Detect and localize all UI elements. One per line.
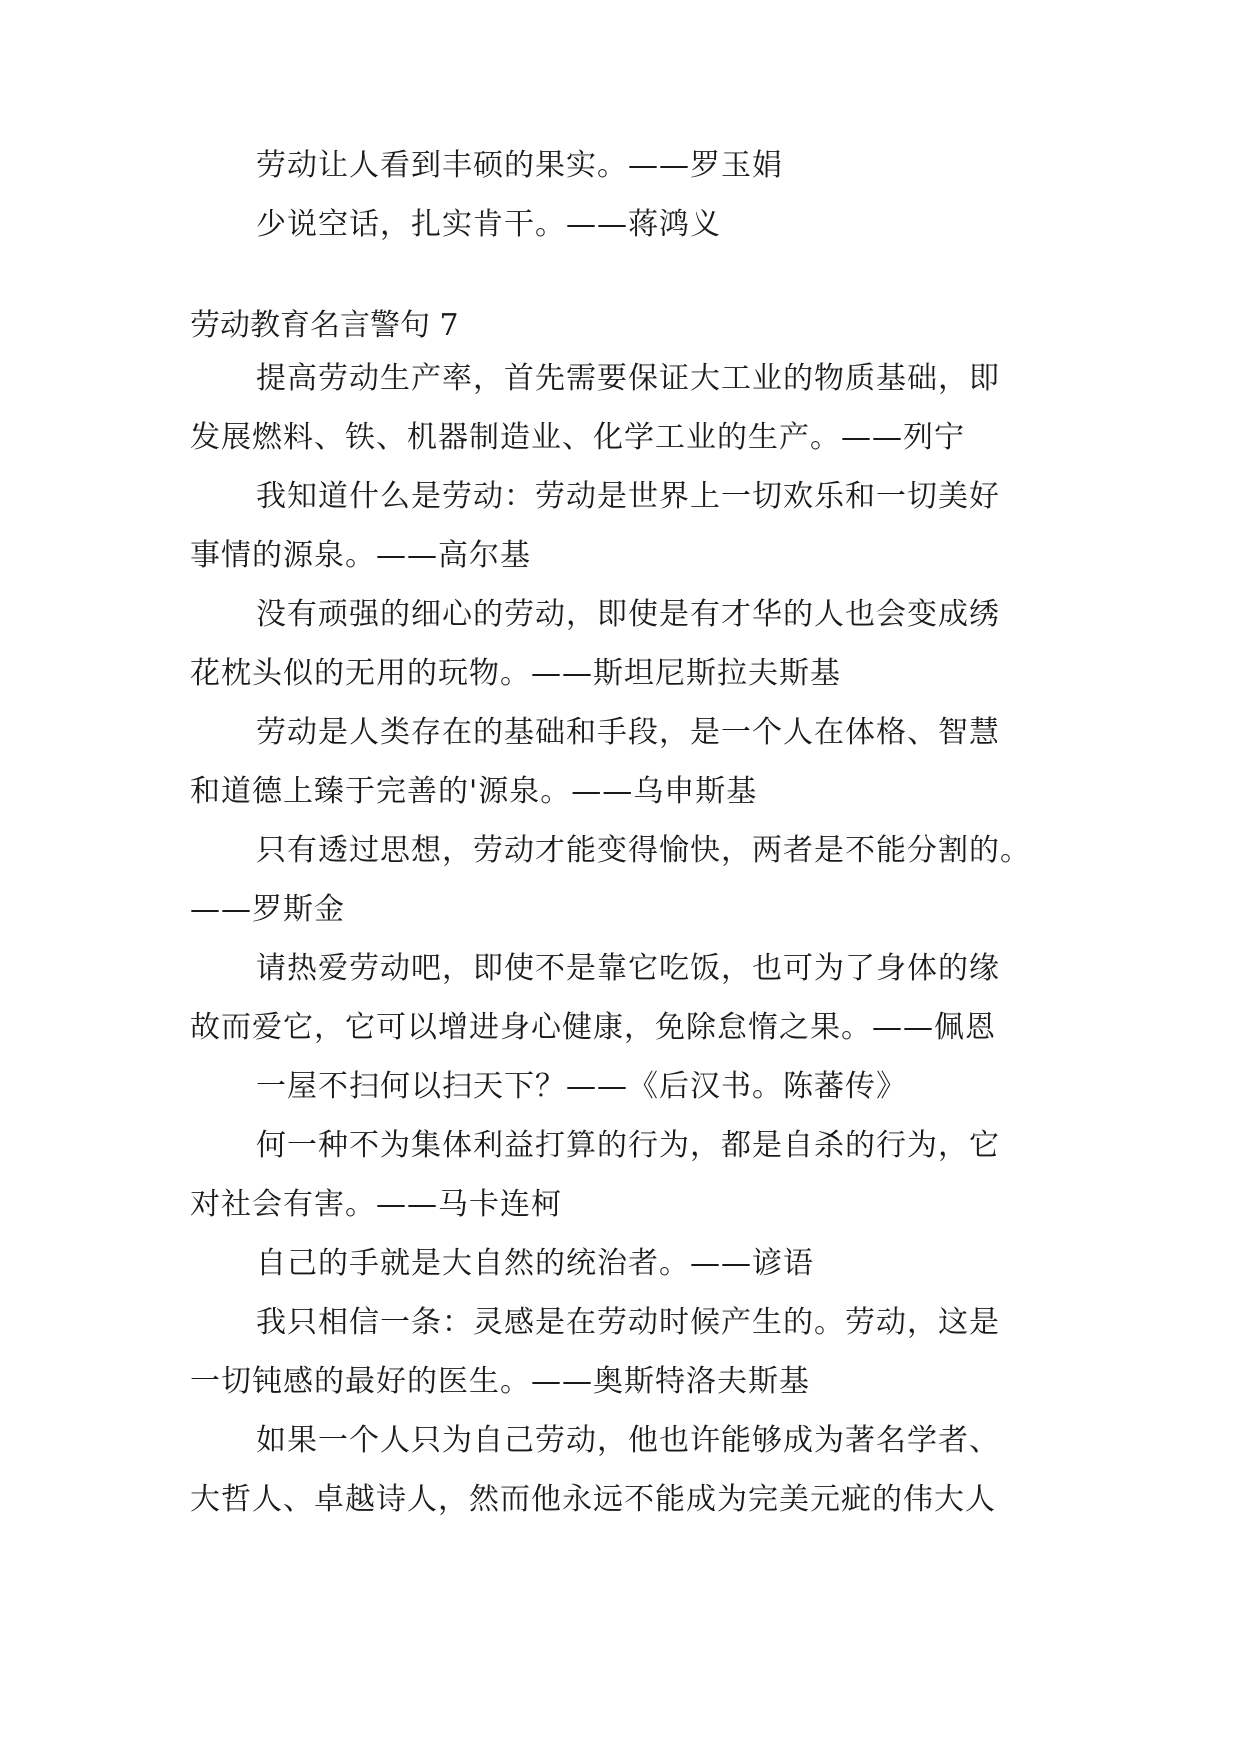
quote-line: 提高劳动生产率，首先需要保证大工业的物质基础，即 bbox=[256, 361, 1000, 396]
quote-line: 一屋不扫何以扫天下？——《后汉书。陈蕃传》 bbox=[256, 1069, 907, 1104]
quote-line: ——罗斯金 bbox=[190, 892, 345, 927]
quote-line: 我只相信一条：灵感是在劳动时候产生的。劳动，这是 bbox=[256, 1305, 1000, 1340]
quote-item bbox=[190, 349, 1055, 467]
quote-item bbox=[190, 1234, 1055, 1293]
quote-item bbox=[190, 1116, 1055, 1234]
quote-line: 花枕头似的无用的玩物。——斯坦尼斯拉夫斯基 bbox=[190, 656, 841, 691]
quote-line: 少说空话，扎实肯干。——蒋鸿义 bbox=[256, 207, 721, 242]
quote-line: 自己的手就是大自然的统治者。——谚语 bbox=[256, 1246, 814, 1281]
section-title: 劳动教育名言警句 7 bbox=[190, 308, 459, 343]
quote-list bbox=[190, 349, 1055, 1529]
quote-line: 故而爱它，它可以增进身心健康，免除怠惰之果。——佩恩 bbox=[190, 1010, 996, 1045]
quote-item bbox=[190, 1057, 1055, 1116]
quote-line: 对社会有害。——马卡连柯 bbox=[190, 1187, 562, 1222]
quote-item bbox=[190, 1411, 1055, 1529]
quote-line: 和道德上臻于完善的'源泉。——乌申斯基 bbox=[190, 774, 758, 809]
quote-item bbox=[190, 821, 1055, 939]
quote-line: 发展燃料、铁、机器制造业、化学工业的生产。——列宁 bbox=[190, 420, 965, 455]
quote-line: 劳动让人看到丰硕的果实。——罗玉娟 bbox=[256, 148, 783, 183]
quote-item bbox=[190, 1293, 1055, 1411]
quote-line: 劳动是人类存在的基础和手段，是一个人在体格、智慧 bbox=[256, 715, 1000, 750]
quote-line: 我知道什么是劳动：劳动是世界上一切欢乐和一切美好 bbox=[256, 479, 1000, 514]
quote-item bbox=[190, 939, 1055, 1057]
top-quotes bbox=[190, 136, 1055, 254]
quote-line: 请热爱劳动吧，即使不是靠它吃饭，也可为了身体的缘 bbox=[256, 951, 1000, 986]
quote-line: 没有顽强的细心的劳动，即使是有才华的人也会变成绣 bbox=[256, 597, 1000, 632]
quote-line: 事情的源泉。——高尔基 bbox=[190, 538, 531, 573]
quote-item bbox=[190, 585, 1055, 703]
quote-line: 如果一个人只为自己劳动，他也许能够成为著名学者、 bbox=[256, 1423, 1000, 1458]
section-heading bbox=[190, 296, 1055, 355]
quote-item bbox=[190, 467, 1055, 585]
quote-line: 一切钝感的最好的医生。——奥斯特洛夫斯基 bbox=[190, 1364, 810, 1399]
quote-line: 只有透过思想，劳动才能变得愉快，两者是不能分割的。 bbox=[256, 833, 1031, 868]
quote-line: 大哲人、卓越诗人，然而他永远不能成为完美元疵的伟大人 bbox=[190, 1482, 996, 1517]
quote-line: 何一种不为集体利益打算的行为，都是自杀的行为，它 bbox=[256, 1128, 1000, 1163]
quote-item bbox=[190, 703, 1055, 821]
